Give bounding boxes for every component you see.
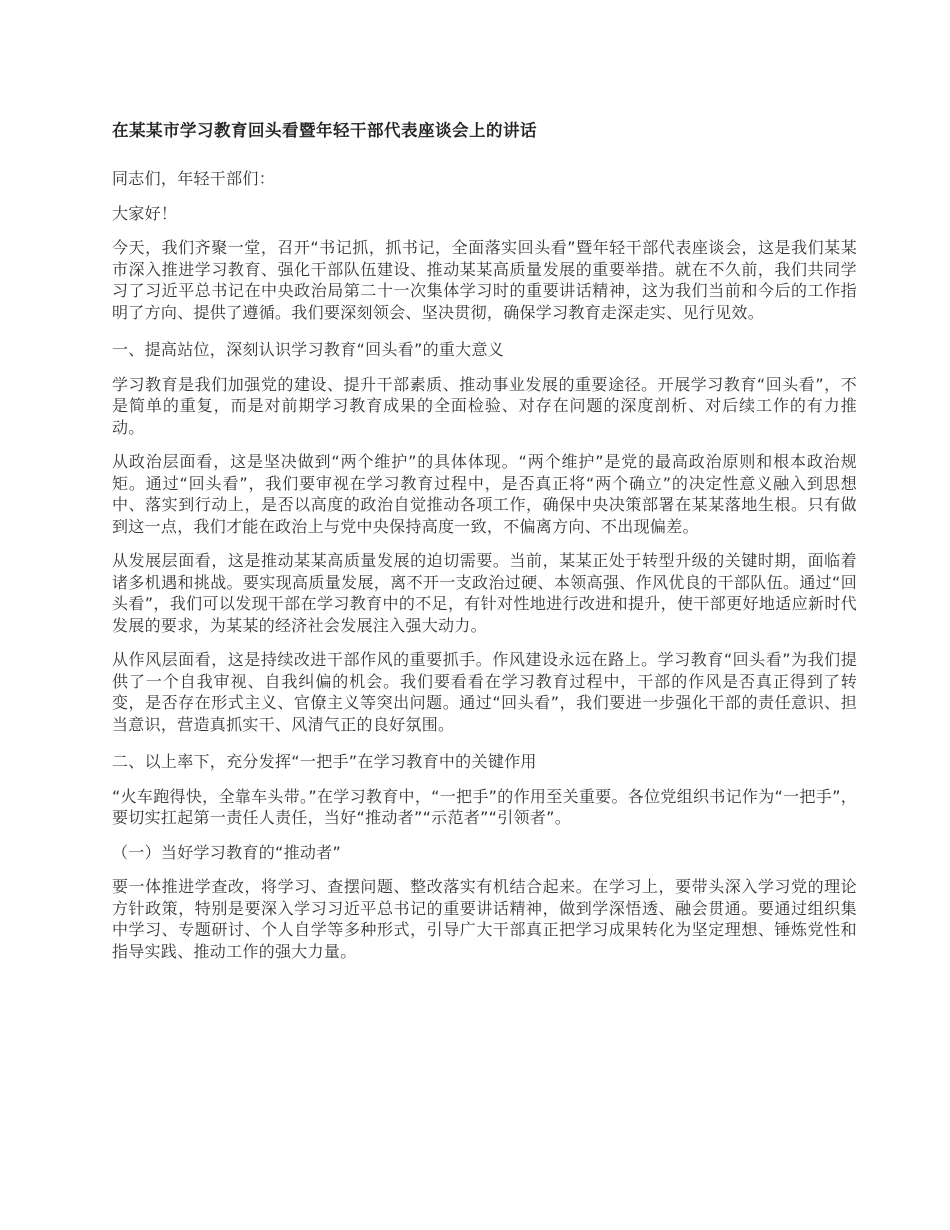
paragraph-greeting: 大家好！ <box>112 203 178 223</box>
paragraph-development-aspect: 从发展层面看，这是推动某某高质量发展的迫切需要。当前，某某正处于转型升级的关键时期，面临着诸多机遇和挑战。要实现高质量发展，离不开一支政治过硬、本领高强、作风优良的干部队伍。通过“回头看”，我们可以发现干部在学习教育中的不足，有针对性地进行改进和提升，使干部更好地适应新时代发展的要求，为某某的经济社会发展注入强大动力。 <box>112 551 857 635</box>
paragraph-intro: 今天，我们齐聚一堂，召开“书记抓，抓书记，全面落实回头看”暨年轻干部代表座谈会，这是我们某某市深入推进学习教育、强化干部队伍建设、推动某某高质量发展的重要举措。就在不久前，我们共同学习了习近平总书记在中央政治局第二十一次集体学习时的重要讲话精神，这为我们当前和今后的工作指明了方向、提供了遵循。我们要深刻领会、坚决贯彻，确保学习教育走深走实、见行见效。 <box>112 238 857 322</box>
document-content <box>112 120 857 975</box>
section-heading-1: 一、提高站位，深刻认识学习教育“回头看”的重大意义 <box>112 340 505 360</box>
paragraph-section1-intro: 学习教育是我们加强党的建设、提升干部素质、推动事业发展的重要途径。开展学习教育“回头看”，不是简单的重复，而是对前期学习教育成果的全面检验、对存在问题的深度剖析、对后续工作的有力推动。 <box>112 374 857 437</box>
paragraph-political-aspect: 从政治层面看，这是坚决做到“两个维护”的具体体现。“两个维护”是党的最高政治原则和根本政治规矩。通过“回头看”，我们要审视在学习教育过程中，是否真正将“两个确立”的决定性意义融入到思想中、落实到行动上，是否以高度的政治自觉推动各项工作，确保中央决策部署在某某落地生根。只有做到这一点，我们才能在政治上与党中央保持高度一致，不偏离方向、不出现偏差。 <box>112 452 857 536</box>
paragraph-workstyle-aspect: 从作风层面看，这是持续改进干部作风的重要抓手。作风建设永远在路上。学习教育“回头看”为我们提供了一个自我审视、自我纠偏的机会。我们要看看在学习教育过程中，干部的作风是否真正得到了转变，是否存在形式主义、官僚主义等突出问题。通过“回头看”，我们要进一步强化干部的责任意识、担当意识，营造真抓实干、风清气正的良好氛围。 <box>112 650 857 734</box>
subsection-heading-2-1: （一）当好学习教育的“推动者” <box>112 842 342 862</box>
paragraph-section2-intro: “火车跑得快，全靠车头带。”在学习教育中，“一把手”的作用至关重要。各位党组织书记作为“一把手”，要切实扛起第一责任人责任，当好“推动者”“示范者”“引领者”。 <box>112 786 857 828</box>
document-title: 在某某市学习教育回头看暨年轻干部代表座谈会上的讲话 <box>112 121 537 140</box>
paragraph-salutation: 同志们，年轻干部们： <box>112 169 276 189</box>
section-heading-2: 二、以上率下，充分发挥“一把手”在学习教育中的关键作用 <box>112 752 537 772</box>
paragraph-promoter-role: 要一体推进学查改，将学习、查摆问题、整改落实有机结合起来。在学习上，要带头深入学习党的理论方针政策，特别是要深入学习习近平总书记的重要讲话精神，做到学深悟透、融会贯通。要通过组织集中学习、专题研讨、个人自学等多种形式，引导广大干部真正把学习成果转化为坚定理想、锤炼党性和指导实践、推动工作的强大力量。 <box>112 877 857 961</box>
